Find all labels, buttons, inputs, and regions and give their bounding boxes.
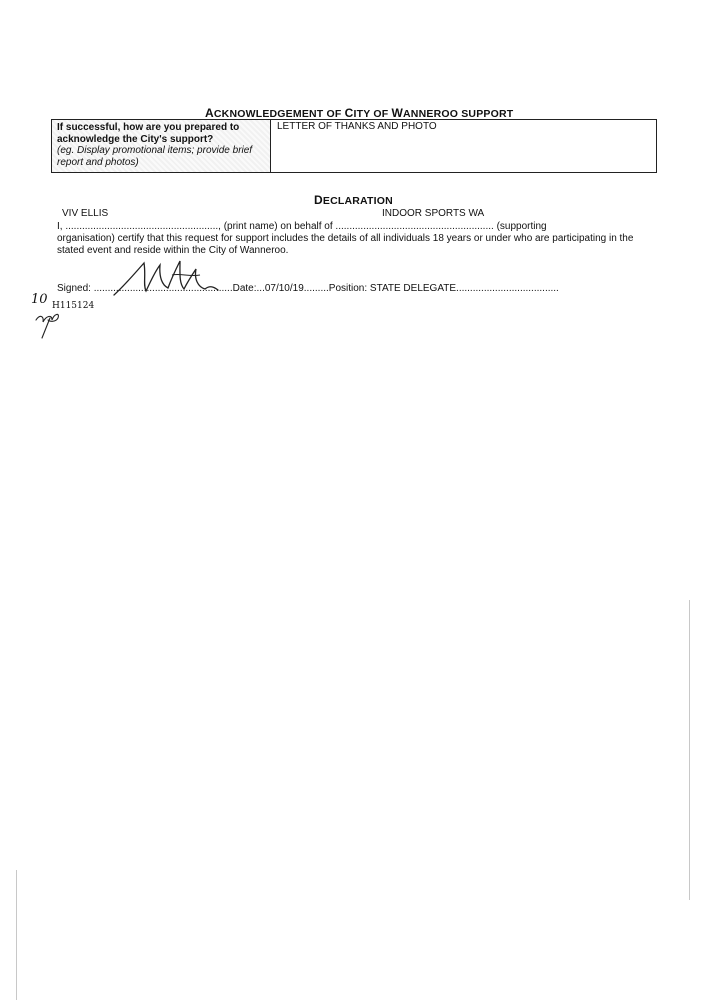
- declaration-line-2: organisation) certify that this request for support includes the details of all individuals 18 years or under who are participating in the: [57, 233, 634, 244]
- hint-line-2: report and photos): [57, 156, 139, 168]
- print-name-value[interactable]: VIV ELLIS: [62, 208, 109, 219]
- acknowledgement-answer: LETTER OF THANKS AND PHOTO: [277, 121, 437, 132]
- acknowledgement-table: [51, 119, 657, 173]
- acknowledgement-answer-cell[interactable]: [271, 120, 656, 172]
- acknowledgement-heading: ACKNOWLEDGEMENT OF CITY OF WANNEROO SUPPORT: [205, 106, 514, 120]
- ref-number: 10: [31, 292, 48, 307]
- question-line-2: acknowledge the City's support?: [57, 133, 214, 145]
- acknowledgement-question-cell: [52, 120, 271, 172]
- declaration-heading: DECLARATION: [314, 193, 393, 207]
- initials-scribble: [34, 306, 64, 340]
- hint-line-1: (eg. Display promotional items; provide brief: [57, 145, 253, 156]
- signed-line: Signed: ..................................................Date:...07/10/19.........Position: STATE DELEGATE.....................................: [57, 283, 559, 294]
- scan-margin-right: [689, 600, 690, 900]
- signature-scribble: [110, 255, 230, 300]
- declaration-line-1: I, ......................................................., (print name) on behalf of ......................................................... (supporting: [57, 221, 547, 232]
- organisation-value[interactable]: INDOOR SPORTS WA: [382, 208, 485, 219]
- scan-margin-left: [16, 870, 17, 1000]
- ref-code: H115124: [52, 301, 95, 311]
- declaration-line-3: stated event and reside within the City of Wanneroo.: [57, 245, 289, 256]
- question-line-1: If successful, how are you prepared to: [57, 122, 240, 133]
